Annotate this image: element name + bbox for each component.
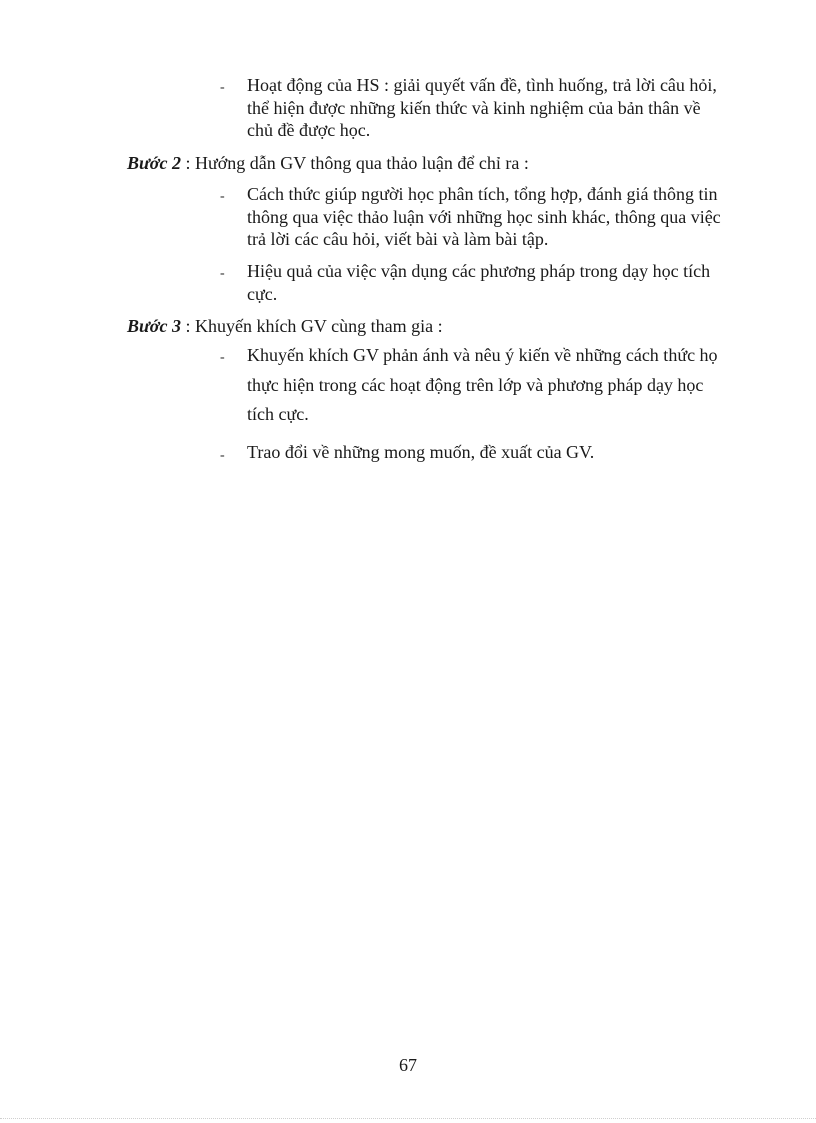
bullet-item-methods: Cách thức giúp người học phân tích, tổng hợp, đánh giá thông tin thông qua việc thảo luận với những học sinh khác, thông qua việc trả lời các câu hỏi, viết bài và làm bài tập. <box>247 184 721 249</box>
bullet-marker: - <box>220 350 225 365</box>
step-2-heading <box>127 152 727 174</box>
step-2-label: Bước 2 <box>127 153 181 173</box>
bullet-marker: - <box>220 80 225 95</box>
bullet-marker: - <box>220 448 225 463</box>
bullet-item-effectiveness: Hiệu quả của việc vận dụng các phương pháp trong dạy học tích cực. <box>247 261 711 304</box>
page-bottom-border <box>0 1118 816 1119</box>
step-3-heading <box>127 315 727 337</box>
bullet-marker: - <box>220 266 225 281</box>
page-number: 67 <box>399 1055 417 1075</box>
step-2-text: : Hướng dẫn GV thông qua thảo luận để chỉ ra : <box>180 153 529 173</box>
bullet-item-exchange-wishes: Trao đổi về những mong muốn, đề xuất của GV. <box>247 442 595 462</box>
step-3-label: Bước 3 <box>127 316 181 336</box>
step-3-text: : Khuyến khích GV cùng tham gia : <box>180 316 443 336</box>
bullet-item-encourage-feedback: Khuyến khích GV phản ánh và nêu ý kiến về những cách thức họ thực hiện trong các hoạt động trên lớp và phương pháp dạy học tích cực. <box>247 345 718 424</box>
bullet-marker: - <box>220 189 225 204</box>
bullet-item-student-activity: Hoạt động của HS : giải quyết vấn đề, tình huống, trả lời câu hỏi, thể hiện được những kiến thức và kinh nghiệm của bản thân về chủ đề được học. <box>247 75 717 140</box>
